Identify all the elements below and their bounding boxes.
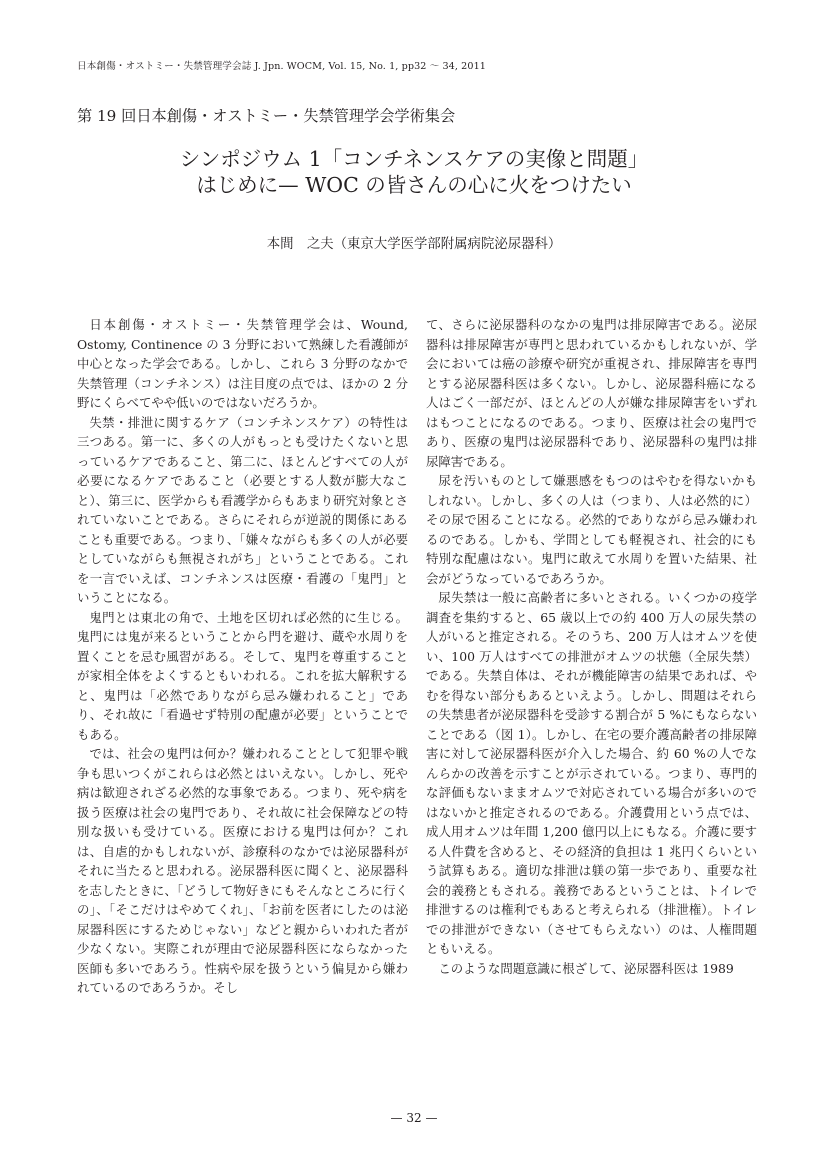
- body-column-left: [77, 315, 408, 998]
- body-column-right: [426, 315, 757, 978]
- body-paragraph: 日本創傷・オストミー・失禁管理学会は、Wound, Ostomy, Continence の 3 分野において熟練した看護師が中心となった学会である。しかし、これら 3 分野のなかで失禁管理（コンチネンス）は注目度の点では、ほかの 2 分野にくらべてやや低いのではないだろうか。: [77, 317, 408, 410]
- meeting-title: 第 19 回日本創傷・オストミー・失禁管理学会学術集会: [77, 107, 456, 125]
- page-number: — 32 —: [390, 1111, 438, 1125]
- article-title: [77, 146, 751, 198]
- body-paragraph: 鬼門とは東北の角で、土地を区切れば必然的に生じる。鬼門には鬼が来るということから門を避け、蔵や水周りを置くことを忌む風習がある。そして、鬼門を尊重することが家相全体をよくするともいわれる。これを拡大解釈すると、鬼門は「必然でありながら忌み嫌われること」であり、それ故に「看過せず特別の配慮が必要」ということでもある。: [77, 609, 408, 742]
- article-title-line-2: はじめに— WOC の皆さんの心に火をつけたい: [196, 173, 632, 197]
- body-paragraph: では、社会の鬼門は何か？嫌われることとして犯罪や戦争も思いつくがこれらは必然とはいえない。しかし、死や病は歓迎されざる必然的な事象である。つまり、死や病を扱う医療は社会の鬼門であり、それ故に社会保障などの特別な扱いも受けている。医療における鬼門は何か？これは、自虐的かもしれないが、診療科のなかでは泌尿器科がそれに当たると思われる。泌尿器科医に聞くと、泌尿器科を志したときに、「どうして物好きにもそんなところに行くの」、「そこだけはやめてくれ」、「お前を医者にしたのは泌尿器科医にするためじゃない」などと親からいわれた者が少なくない。実際これが理由で泌尿器科医にならなかった医師も多いであろう。性病や尿を扱うという偏見から嫌われているのであろうか。そし: [77, 746, 408, 995]
- running-header: 日本創傷・オストミー・失禁管理学会誌 J. Jpn. WOCM, Vol. 15, No. 1, pp32 〜 34, 2011: [77, 61, 487, 72]
- body-paragraph: 尿を汚いものとして嫌悪感をもつのはやむを得ないかもしれない。しかし、多くの人は（つまり、人は必然的に）その尿で困ることになる。必然的でありながら忌み嫌われるのである。しかも、学問としても軽視され、社会的にも特別な配慮はない。鬼門に敢えて水周りを置いた結果、社会がどうなっているであろうか。: [426, 473, 757, 586]
- body-paragraph: 尿失禁は一般に高齢者に多いとされる。いくつかの疫学調査を集約すると、65 歳以上での約 400 万人の尿失禁の人がいると推定される。そのうち、200 万人はオムツを使い、100 万人はすべての排泄がオムツの状態（全尿失禁）である。失禁自体は、それが機能障害の結果であれば、やむを得ない部分もあるといえよう。しかし、問題はそれらの失禁患者が泌尿器科を受診する割合が 5 %にもならないことである（図 1）。しかし、在宅の要介護高齢者の排尿障害に対して泌尿器科医が介入した場合、約 60 %の人でなんらかの改善を示すことが示されている。つまり、専門的な評価もないままオムツで対応されている場合が多いのではないかと推定されるのである。介護費用という点では、成人用オムツは年間 1,200 億円以上にもなる。介護に要する人件費を含めると、その経済的負担は 1 兆円くらいという試算もある。適切な排泄は躾の第一歩であり、重要な社会的義務ともされる。義務であるということは、トイレで排泄するのは権利でもあると考えられる（排泄権）。トイレでの排泄ができない（させてもらえない）のは、人権問題ともいえる。: [426, 590, 757, 956]
- article-title-line-1: シンポジウム 1「コンチネンスケアの実像と問題」: [179, 147, 649, 171]
- body-paragraph: 失禁・排泄に関するケア（コンチネンスケア）の特性は三つある。第一に、多くの人がもっとも受けたくないと思っているケアであること、第二に、ほとんどすべての人が必要になるケアであること（必要とする人数が膨大なこと）、第三に、医学からも看護学からもあまり研究対象とされていないことである。さらにそれらが逆説的関係にあることも重要である。つまり、「嫌々ながらも多くの人が必要としていながらも無視されがち」ということである。これを一言でいえば、コンチネンスは医療・看護の「鬼門」ということになる。: [77, 414, 408, 605]
- author-affiliation: 本間 之夫（東京大学医学部附属病院泌尿器科）: [266, 237, 562, 252]
- body-paragraph: このような問題意識に根ざして、泌尿器科医は 1989: [438, 960, 734, 976]
- body-paragraph-continued: て、さらに泌尿器科のなかの鬼門は排尿障害である。泌尿器科は排尿障害が専門と思われているかもしれないが、学会においては癌の診療や研究が重視され、排尿障害を専門とする泌尿器科医は多くない。しかし、泌尿器科癌になる人はごく一部だが、ほとんどの人が嫌な排尿障害をいずれはもつことになるのである。つまり、医療は社会の鬼門であり、医療の鬼門は泌尿器科であり、泌尿器科の鬼門は排尿障害である。: [426, 317, 757, 469]
